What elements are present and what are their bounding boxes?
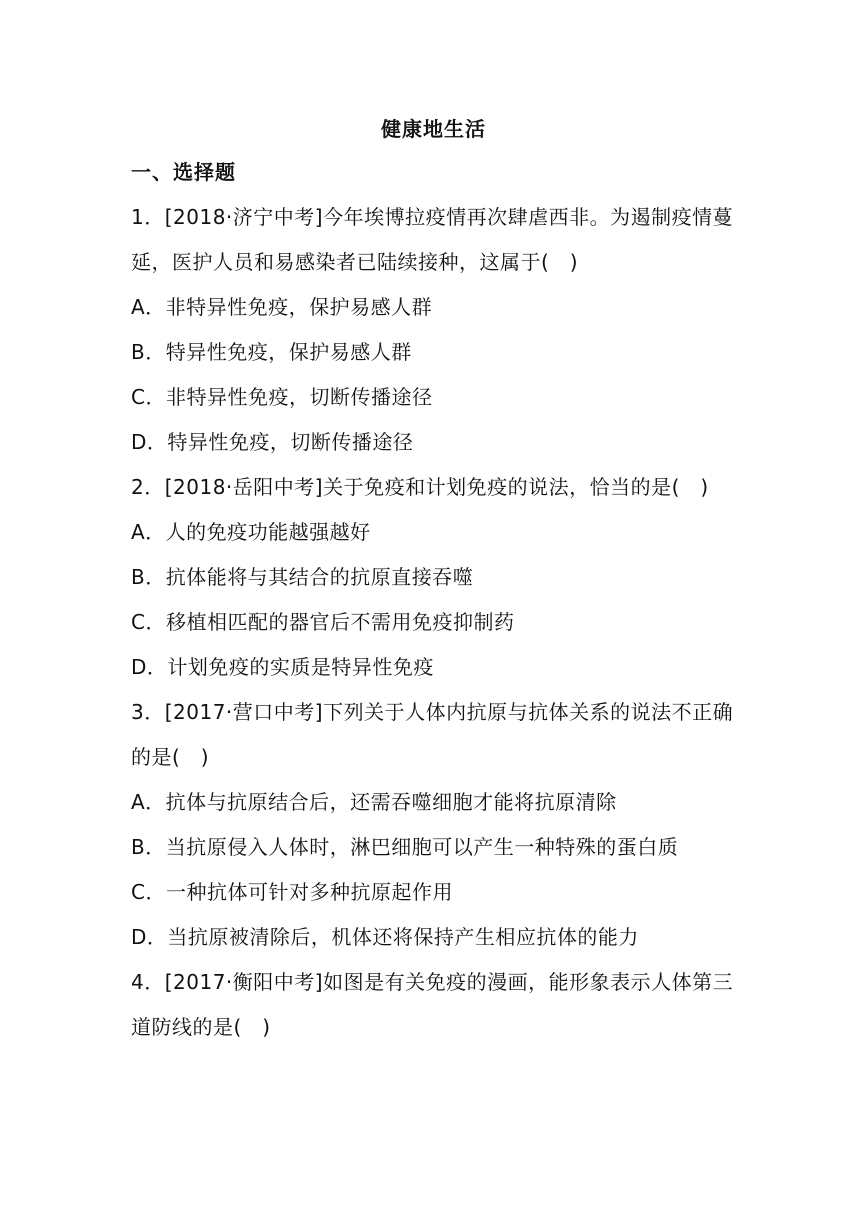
- question-2-option-b: B．抗体能将与其结合的抗原直接吞噬: [131, 565, 474, 589]
- question-4-stem-line-1: 4．[2017·衡阳中考]如图是有关免疫的漫画，能形象表示人体第三: [131, 970, 734, 994]
- question-1-option-c: C．非特异性免疫，切断传播途径: [131, 385, 433, 409]
- question-3-option-b: B．当抗原侵入人体时，淋巴细胞可以产生一种特殊的蛋白质: [131, 835, 679, 859]
- question-3-option-d: D．当抗原被清除后，机体还将保持产生相应抗体的能力: [131, 925, 639, 949]
- question-2-stem-line-1: 2．[2018·岳阳中考]关于免疫和计划免疫的说法，恰当的是( ): [131, 475, 709, 499]
- question-4-stem-line-2: 道防线的是( ): [131, 1015, 271, 1039]
- question-3-stem-line-1: 3．[2017·营口中考]下列关于人体内抗原与抗体关系的说法不正确: [131, 700, 734, 724]
- question-1-stem-line-2: 延，医护人员和易感染者已陆续接种，这属于( ): [131, 250, 579, 274]
- question-3-option-a: A．抗体与抗原结合后，还需吞噬细胞才能将抗原清除: [131, 790, 617, 814]
- question-1-option-b: B．特异性免疫，保护易感人群: [131, 340, 412, 364]
- question-3-stem-line-2: 的是( ): [131, 745, 210, 769]
- section-heading: 一、选择题: [131, 160, 236, 184]
- question-2-option-c: C．移植相匹配的器官后不需用免疫抑制药: [131, 610, 515, 634]
- question-1-option-d: D．特异性免疫，切断传播途径: [131, 430, 414, 454]
- question-3-option-c: C．一种抗体可针对多种抗原起作用: [131, 880, 453, 904]
- question-1-option-a: A．非特异性免疫，保护易感人群: [131, 295, 433, 319]
- question-1-stem-line-1: 1．[2018·济宁中考]今年埃博拉疫情再次肆虐西非。为遏制疫情蔓: [131, 205, 734, 229]
- question-2-option-a: A．人的免疫功能越强越好: [131, 520, 371, 544]
- question-2-option-d: D．计划免疫的实质是特异性免疫: [131, 655, 434, 679]
- document-title: 健康地生活: [381, 117, 486, 141]
